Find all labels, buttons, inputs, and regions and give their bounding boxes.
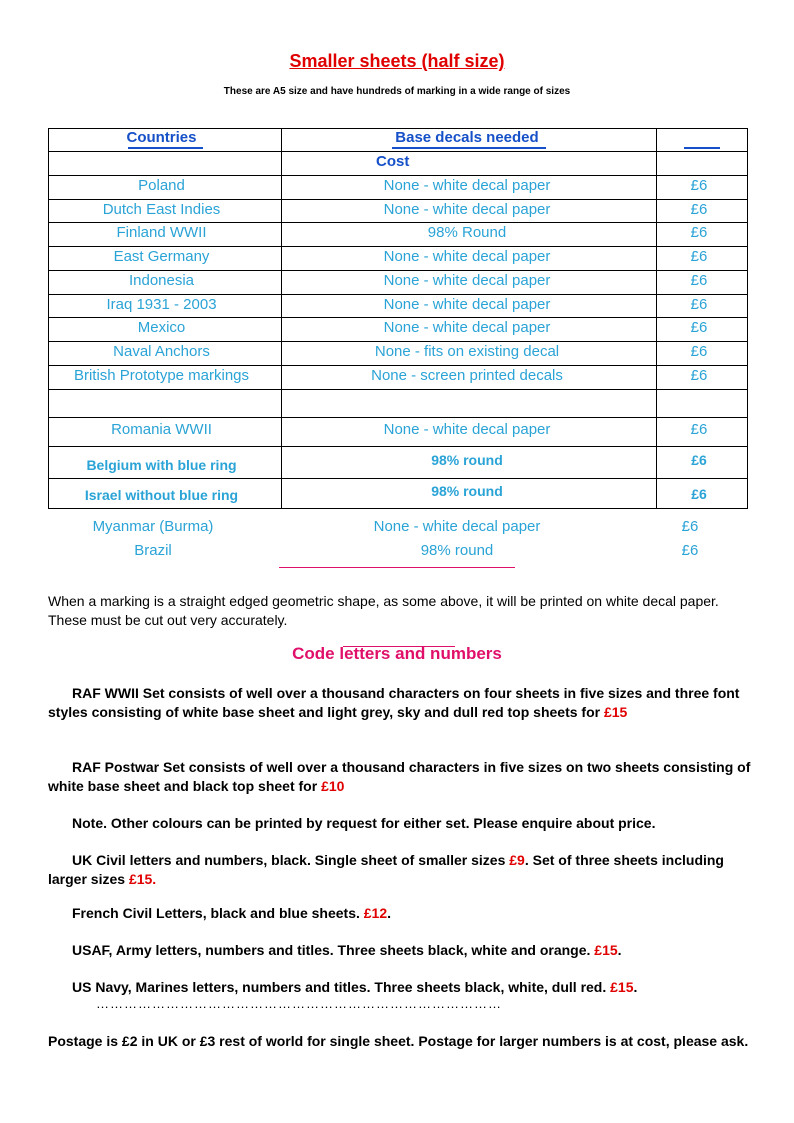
table-cell: None - white decal paper: [383, 296, 551, 313]
table-cell: £6: [681, 542, 699, 559]
table-cell: None - white decal paper: [383, 319, 551, 336]
table-cell: Indonesia: [128, 272, 195, 289]
table-cell: Finland WWII: [116, 224, 207, 241]
table-cell: None - white decal paper: [383, 421, 551, 438]
table-cell: Myanmar (Burma): [92, 518, 214, 535]
paragraph: US Navy, Marines letters, numbers and titles. Three sheets black, white, dull red. £15.: [72, 979, 638, 995]
page-title: Smaller sheets (half size): [289, 51, 505, 71]
table-cell: Belgium with blue ring: [86, 457, 237, 473]
paragraph: USAF, Army letters, numbers and titles. Three sheets black, white and orange. £15.: [72, 942, 622, 958]
table-cell: Dutch East Indies: [102, 201, 221, 218]
table-cell: None - white decal paper: [383, 201, 551, 218]
table-cell: 98% round: [431, 483, 503, 499]
paragraph: RAF WWII Set consists of well over a thousand characters on four sheets in five sizes and three font styles consisting of white base sheet and light grey, sky and dull red top sheets for £15: [48, 685, 740, 720]
header-cost: Cost: [376, 153, 410, 170]
paragraph: French Civil Letters, black and blue sheets. £12.: [72, 905, 392, 921]
table-cell: None - white decal paper: [383, 272, 551, 289]
table-cell: 98% Round: [427, 224, 507, 241]
table-cell: £6: [690, 224, 708, 241]
table-cell: £6: [690, 177, 708, 194]
table-cell: 98% round: [431, 452, 503, 468]
section-title: Code letters and numbers: [292, 644, 502, 663]
table-cell: Naval Anchors: [113, 343, 210, 360]
divider: [279, 567, 515, 568]
table-cell: None - white decal paper: [383, 177, 551, 194]
header-countries: Countries: [126, 129, 197, 146]
table-cell: £6: [690, 248, 708, 265]
page-subtitle: These are A5 size and have hundreds of marking in a wide range of sizes: [223, 86, 571, 97]
table-cell: Romania WWII: [111, 421, 212, 438]
table-cell: 98% round: [420, 542, 494, 559]
table-cell: None - screen printed decals: [371, 367, 563, 384]
table-cell: None - white decal paper: [373, 518, 541, 535]
postage-text: Postage is £2 in UK or £3 rest of world for single sheet. Postage for larger numbers is at cost, please ask.: [48, 1033, 749, 1049]
table-cell: £6: [691, 486, 707, 502]
table-cell: £6: [691, 452, 707, 468]
table-cell: None - white decal paper: [383, 248, 551, 265]
table-cell: Israel without blue ring: [84, 487, 239, 503]
table-cell: £6: [690, 421, 708, 438]
table-cell: £6: [690, 319, 708, 336]
table-cell: Poland: [138, 177, 185, 194]
table-cell: £6: [690, 367, 708, 384]
note-text: When a marking is a straight edged geometric shape, as some above, it will be printed on white decal paper. These must be cut out very accurately.: [48, 593, 719, 628]
table-cell: East Germany: [113, 248, 210, 265]
table-cell: £6: [681, 518, 699, 535]
table-cell: Brazil: [134, 542, 172, 559]
table-cell: Iraq 1931 - 2003: [106, 296, 217, 313]
paragraph: RAF Postwar Set consists of well over a thousand characters in five sizes on two sheets consisting of white base sheet and black top sheet for £10: [48, 759, 751, 794]
table-cell: £6: [690, 296, 708, 313]
table-cell: Mexico: [137, 319, 186, 336]
dotted-separator: ……………………………………………………………………………: [96, 996, 502, 1011]
table-cell: None - fits on existing decal: [374, 343, 560, 360]
table-cell: £6: [690, 343, 708, 360]
table-cell: £6: [690, 272, 708, 289]
table-cell: British Prototype markings: [73, 367, 250, 384]
header-base-decals: Base decals needed: [395, 129, 539, 146]
paragraph: UK Civil letters and numbers, black. Single sheet of smaller sizes £9. Set of three sheets including larger sizes £15.: [48, 852, 724, 887]
paragraph: Note. Other colours can be printed by request for either set. Please enquire about price.: [72, 815, 656, 831]
table-cell: £6: [690, 201, 708, 218]
